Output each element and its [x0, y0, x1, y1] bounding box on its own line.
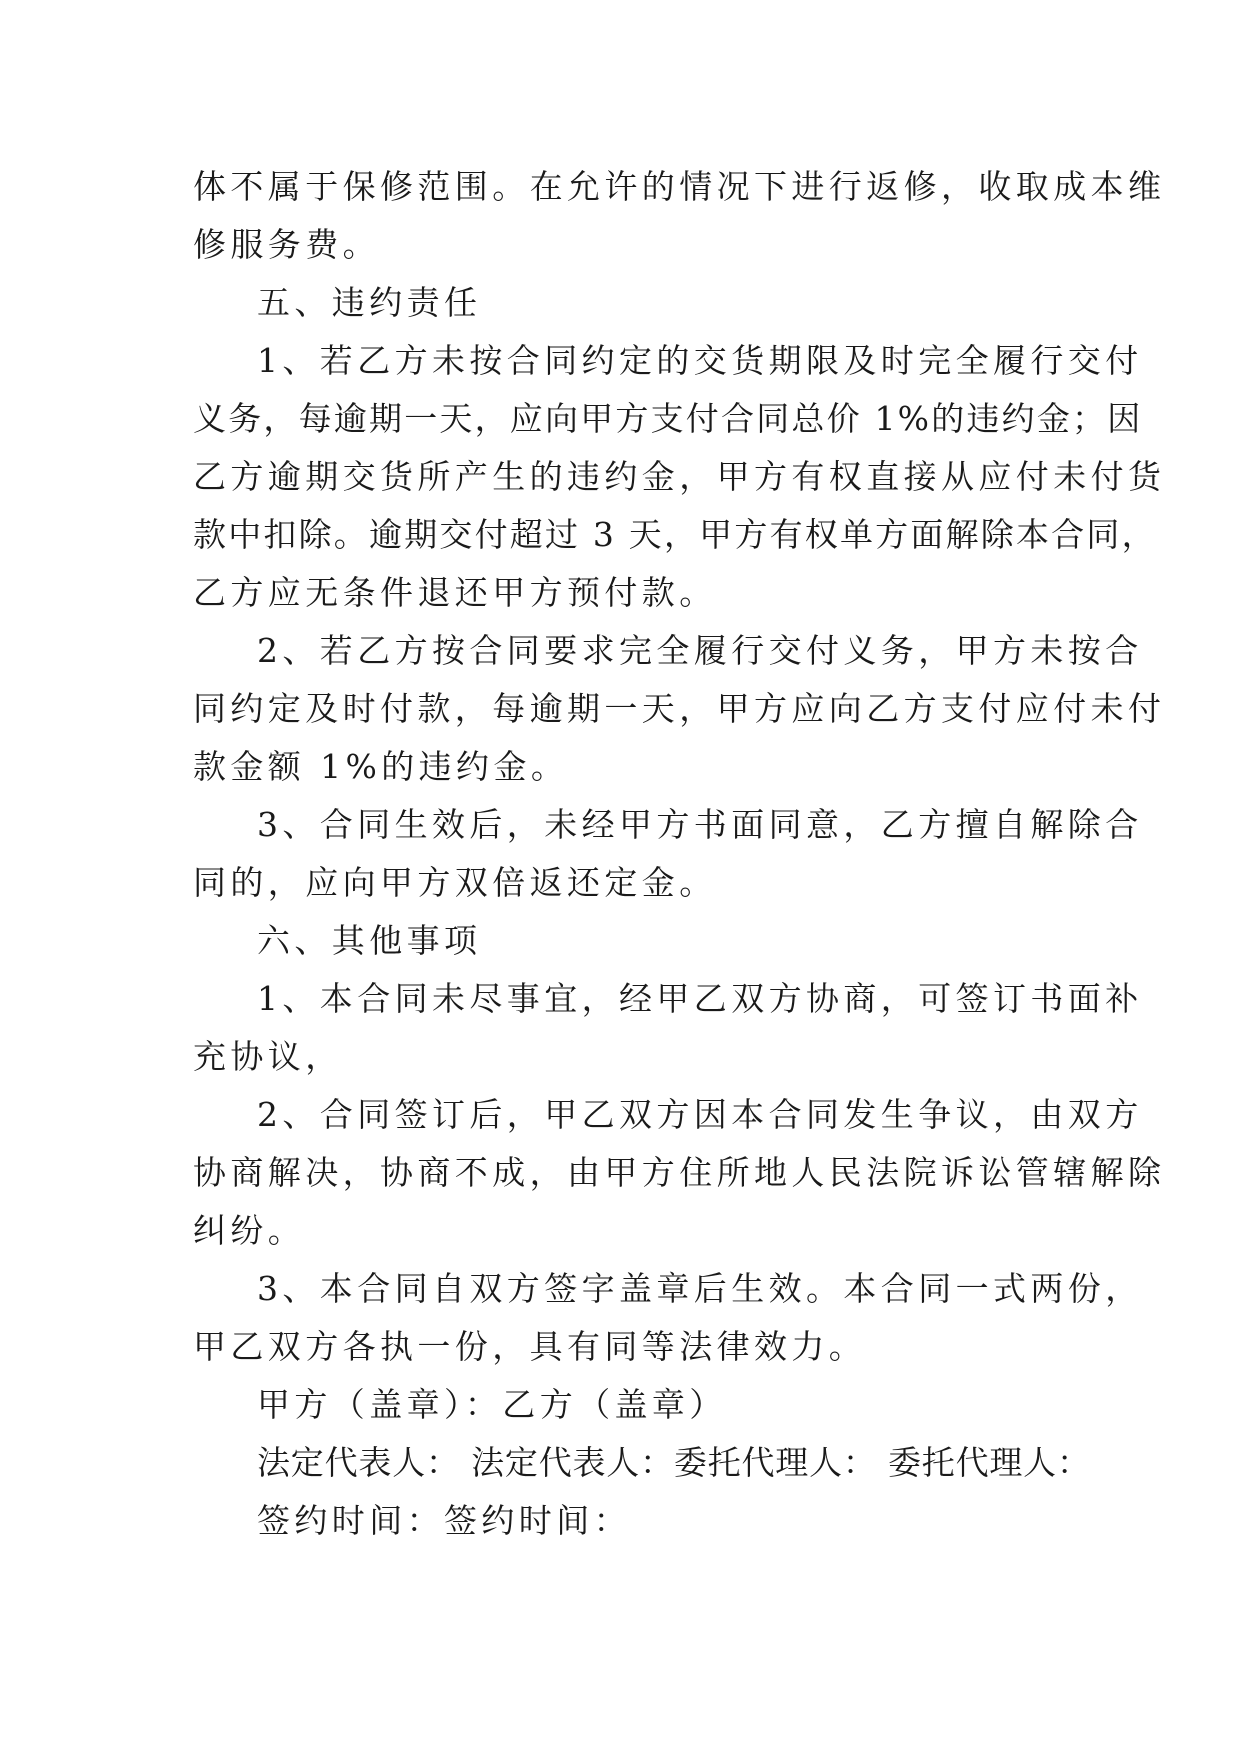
- paragraph-line: 协商解决，协商不成，由甲方住所地人民法院诉讼管辖解除: [193, 1153, 1166, 1192]
- paragraph-line: 充协议，: [193, 1037, 343, 1076]
- paragraph-line: 1、本合同未尽事宜，经甲乙双方协商，可签订书面补: [257, 979, 1143, 1018]
- section-heading: 六、其他事项: [257, 921, 482, 960]
- paragraph-line: 2、若乙方按合同要求完全履行交付义务，甲方未按合: [257, 631, 1143, 670]
- paragraph-line: 乙方应无条件退还甲方预付款。: [193, 573, 717, 612]
- signature-representative-line: 法定代表人： 法定代表人：委托代理人： 委托代理人：: [257, 1443, 1091, 1482]
- paragraph-line: 乙方逾期交货所产生的违约金，甲方有权直接从应付未付货: [193, 457, 1166, 496]
- paragraph-line: 1、若乙方未按合同约定的交货期限及时完全履行交付: [257, 341, 1143, 380]
- section-heading: 五、违约责任: [257, 283, 482, 322]
- paragraph-line: 义务，每逾期一天，应向甲方支付合同总价 1%的违约金；因: [193, 399, 1143, 438]
- paragraph-line: 修服务费。: [193, 225, 380, 264]
- paragraph-line: 体不属于保修范围。在允许的情况下进行返修，收取成本维: [193, 167, 1166, 206]
- paragraph-line: 甲乙双方各执一份，具有同等法律效力。: [193, 1327, 867, 1366]
- paragraph-line: 款金额 1%的违约金。: [193, 747, 569, 786]
- signature-date-line: 签约时间：签约时间：: [257, 1501, 631, 1540]
- paragraph-line: 同的，应向甲方双倍返还定金。: [193, 863, 717, 902]
- signature-seal-line: 甲方（盖章）：乙方（盖章）: [257, 1385, 727, 1424]
- paragraph-line: 款中扣除。逾期交付超过 3 天，甲方有权单方面解除本合同，: [193, 515, 1157, 554]
- paragraph-line: 同约定及时付款，每逾期一天，甲方应向乙方支付应付未付: [193, 689, 1166, 728]
- paragraph-line: 3、合同生效后，未经甲方书面同意，乙方擅自解除合: [257, 805, 1143, 844]
- document-page: [193, 158, 1166, 1550]
- paragraph-line: 3、本合同自双方签字盖章后生效。本合同一式两份，: [257, 1269, 1143, 1308]
- paragraph-line: 2、合同签订后，甲乙双方因本合同发生争议，由双方: [257, 1095, 1143, 1134]
- paragraph-line: 纠纷。: [193, 1211, 306, 1250]
